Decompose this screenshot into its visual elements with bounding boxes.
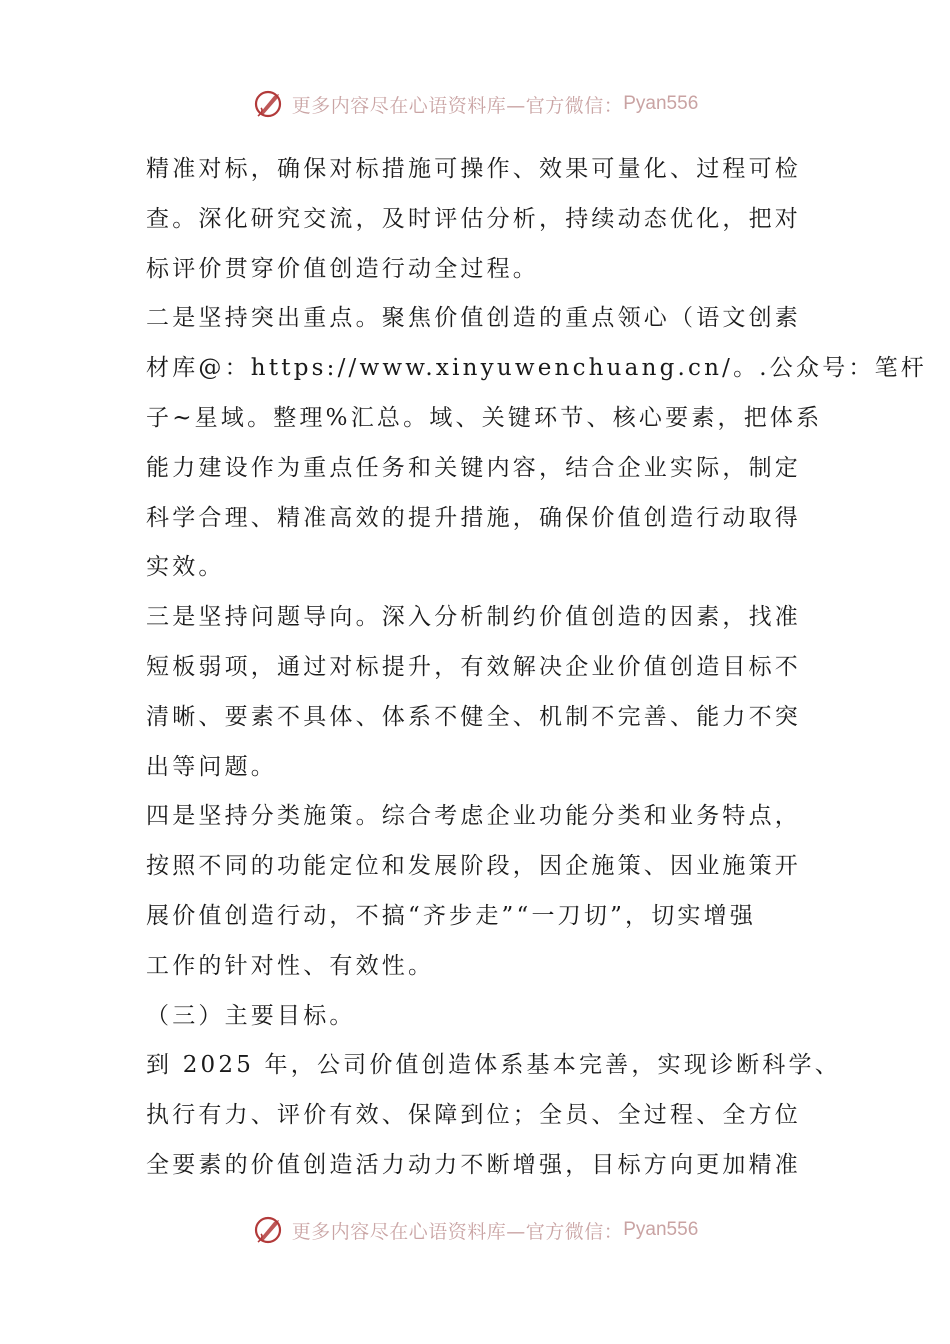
body-line: 到 2025 年，公司价值创造体系基本完善，实现诊断科学、 [146, 1052, 841, 1079]
footer-watermark-banner [0, 1210, 950, 1250]
body-line: 展价值创造行动，不搞“齐步走”“一刀切”，切实增强 [146, 902, 757, 929]
body-line: 二是坚持突出重点。聚焦价值创造的重点领心（语文创素 [146, 305, 801, 332]
body-line: 查。深化研究交流，及时评估分析，持续动态优化，把对 [146, 205, 801, 232]
document-body [146, 145, 927, 1191]
body-line: 全要素的价值创造活力动力不断增强，目标方向更加精准 [146, 1151, 801, 1178]
body-line: 能力建设作为重点任务和关键内容，结合企业实际，制定 [146, 454, 801, 481]
body-line: 按照不同的功能定位和发展阶段，因企施策、因业施策开 [146, 853, 801, 880]
body-line: 三是坚持问题导向。深入分析制约价值创造的因素，找准 [146, 604, 801, 631]
body-line-url: 材库@：https://www.xinyuwenchuang.cn/。.公众号：笔杆 [146, 355, 927, 382]
body-line: 实效。 [146, 554, 225, 581]
body-line: 清晰、要素不具体、体系不健全、机制不完善、能力不突 [146, 703, 801, 730]
footer-watermark-text: 更多内容尽在心语资料库—官方微信： [291, 1220, 624, 1243]
pen-nib-logo-icon [252, 1213, 286, 1247]
pen-nib-logo-icon [252, 87, 286, 121]
header-watermark-handle: Pyan556 [623, 93, 699, 114]
header-watermark-banner [0, 84, 950, 124]
body-line: 四是坚持分类施策。综合考虑企业功能分类和业务特点， [146, 803, 801, 830]
body-line: 子~星域。整理%汇总。域、关键环节、核心要素，把体系 [146, 404, 823, 431]
footer-watermark-handle: Pyan556 [623, 1219, 699, 1240]
body-line: 短板弱项，通过对标提升，有效解决企业价值创造目标不 [146, 653, 801, 680]
body-line: 工作的针对性、有效性。 [146, 952, 435, 979]
body-line: 出等问题。 [146, 753, 277, 780]
header-watermark-text: 更多内容尽在心语资料库—官方微信： [291, 94, 624, 117]
body-line: 执行有力、评价有效、保障到位；全员、全过程、全方位 [146, 1102, 801, 1129]
body-line: 标评价贯穿价值创造行动全过程。 [146, 255, 539, 282]
body-line: 精准对标，确保对标措施可操作、效果可量化、过程可检 [146, 156, 801, 182]
section-heading: （三）主要目标。 [146, 1002, 356, 1029]
body-line: 科学合理、精准高效的提升措施，确保价值创造行动取得 [146, 504, 801, 531]
